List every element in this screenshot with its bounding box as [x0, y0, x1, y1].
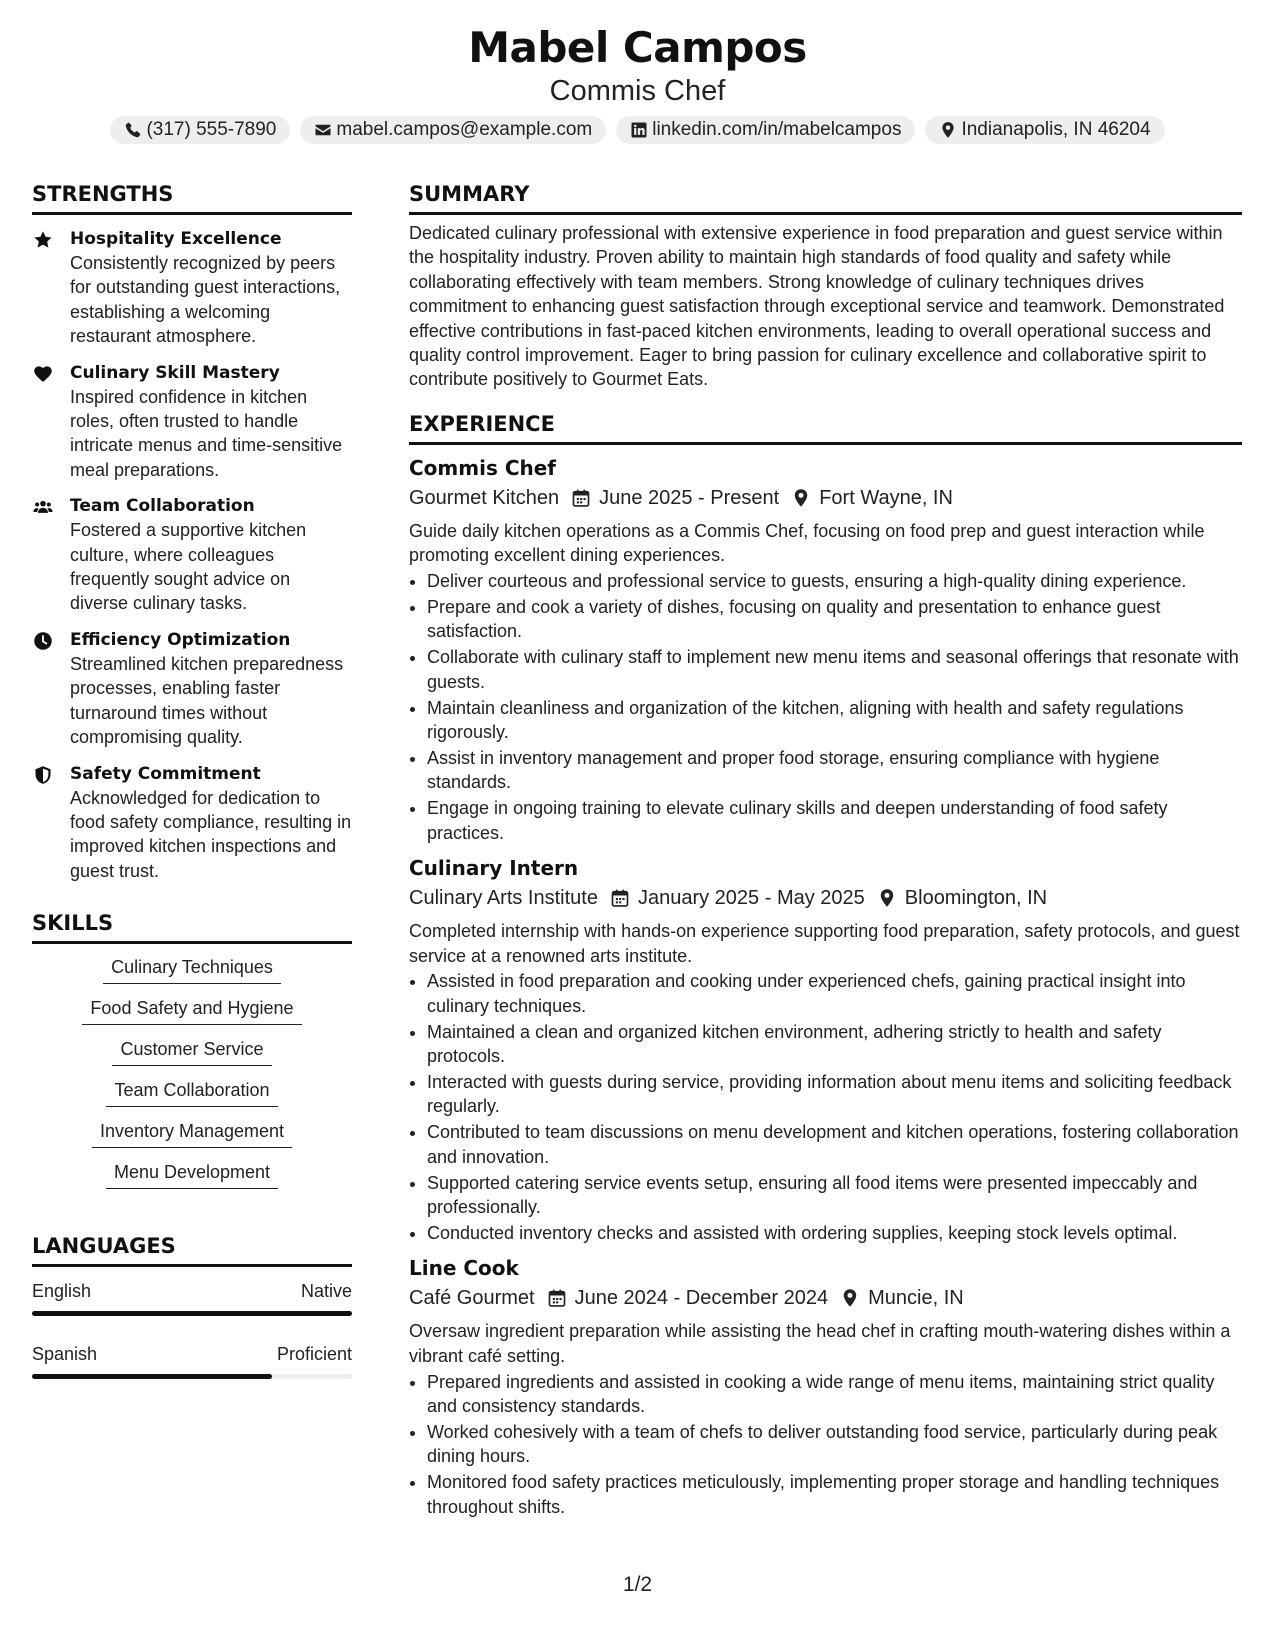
job-description: Oversaw ingredient preparation while assisting the head chef in crafting mouth-watering dishes within a vibrant café setting.: [409, 1321, 1231, 1366]
language-name: English: [32, 1281, 92, 1302]
language-proficiency-bar: [32, 1311, 352, 1316]
job-dates: June 2024 - December 2024: [574, 1287, 829, 1310]
job-dates: June 2025 - Present: [599, 486, 780, 509]
job-bullet: • Assist in inventory management and proper food storage, ensuring compliance with hygiene standards.: [427, 746, 1242, 795]
skill-tag: Food Safety and Hygiene: [82, 995, 301, 1025]
contact-linkedin[interactable]: [616, 116, 915, 144]
candidate-title: Commis Chef: [549, 75, 726, 107]
strength-item: [32, 494, 352, 616]
experience-list: [409, 453, 1242, 1519]
linkedin-icon: [630, 121, 648, 139]
job-company: Gourmet Kitchen: [409, 486, 560, 509]
resume-header: [0, 0, 1275, 144]
job-bullets: [409, 969, 1242, 1245]
job-location: Fort Wayne, IN: [819, 486, 953, 509]
shield-icon: [33, 765, 53, 785]
job-bullet: • Conducted inventory checks and assisted with ordering supplies, keeping stock levels optimal.: [427, 1221, 1242, 1245]
job-bullet: • Collaborate with culinary staff to implement new menu items and seasonal offerings that resonate with guests.: [427, 645, 1242, 694]
strength-desc: Fostered a supportive kitchen culture, where colleagues frequently sought advice on diverse culinary tasks.: [70, 520, 307, 614]
job-description: Completed internship with hands-on experience supporting food preparation, safety protocols, and guest service at a renowned arts institute.: [409, 921, 1240, 966]
envelope-icon: [314, 121, 332, 139]
map-pin-icon: [791, 488, 811, 508]
map-pin-icon: [939, 121, 957, 139]
skill-tag: Inventory Management: [92, 1118, 292, 1148]
job-entry: [409, 853, 1242, 1245]
strength-title: Hospitality Excellence: [70, 229, 282, 249]
job-bullet: • Worked cohesively with a team of chefs to deliver outstanding food service, particularly during peak dining hours.: [427, 1420, 1242, 1469]
language-proficiency-fill: [32, 1374, 272, 1379]
job-company: Café Gourmet: [409, 1287, 535, 1310]
language-proficiency-bar: [32, 1374, 352, 1379]
left-column: [32, 176, 352, 1379]
languages-heading: LANGUAGES: [32, 1228, 352, 1267]
job-title: Culinary Intern: [409, 856, 579, 881]
job-meta: [409, 483, 1242, 513]
skill-tag: Menu Development: [106, 1159, 278, 1189]
language-proficiency-fill: [32, 1311, 352, 1316]
job-bullet: • Maintain cleanliness and organization of the kitchen, aligning with health and safety regulations rigorously.: [427, 696, 1242, 745]
job-location: Muncie, IN: [868, 1287, 964, 1310]
contact-linkedin-text: linkedin.com/in/mabelcampos: [652, 119, 902, 140]
languages-list: [32, 1279, 352, 1379]
job-bullet: • Maintained a clean and organized kitchen environment, adhering strictly to health and safety protocols.: [427, 1020, 1242, 1069]
skill-tag: Customer Service: [112, 1036, 271, 1066]
strength-desc: Acknowledged for dedication to food safety compliance, resulting in improved kitchen inspections and guest trust.: [70, 787, 352, 881]
contact-phone[interactable]: [110, 116, 290, 144]
job-meta: [409, 883, 1242, 913]
calendar-icon: [610, 888, 630, 908]
job-title: Line Cook: [409, 1256, 519, 1281]
job-description: Guide daily kitchen operations as a Commis Chef, focusing on food prep and guest interaction while promoting excellent dining experiences.: [409, 520, 1205, 566]
strengths-heading: STRENGTHS: [32, 176, 352, 215]
language-item: [32, 1342, 352, 1379]
language-item: [32, 1279, 352, 1316]
job-dates: January 2025 - May 2025: [637, 887, 865, 910]
experience-heading: EXPERIENCE: [409, 406, 1242, 445]
skills-heading: SKILLS: [32, 905, 352, 944]
clock-icon: [33, 631, 53, 651]
contact-bar: [0, 116, 1275, 144]
skill-tag: Team Collaboration: [106, 1077, 277, 1107]
strength-title: Culinary Skill Mastery: [70, 362, 280, 383]
job-title: Commis Chef: [409, 455, 557, 480]
language-name: Spanish: [32, 1344, 98, 1365]
contact-phone-text: (317) 555-7890: [146, 119, 277, 140]
map-pin-icon: [840, 1288, 860, 1308]
candidate-name: Mabel Campos: [468, 23, 807, 72]
job-bullet: • Prepare and cook a variety of dishes, focusing on quality and presentation to enhance guest satisfaction.: [427, 595, 1242, 644]
job-bullet: • Monitored food safety practices meticulously, implementing proper storage and handling techniques throughout shifts.: [427, 1470, 1242, 1519]
users-icon: [33, 497, 53, 517]
strength-item: [32, 628, 352, 750]
contact-email-text: mabel.campos@example.com: [336, 119, 593, 140]
right-column: [409, 176, 1242, 1519]
star-icon: [33, 230, 53, 250]
summary-heading: SUMMARY: [409, 176, 1242, 215]
job-meta: [409, 1283, 1242, 1313]
strength-item: [32, 762, 352, 884]
language-level: Native: [300, 1281, 352, 1302]
job-bullet: • Interacted with guests during service, providing information about menu items and soliciting feedback regularly.: [427, 1070, 1242, 1119]
strength-title: Team Collaboration: [70, 496, 255, 517]
strength-item: [32, 361, 352, 483]
job-entry: [409, 1253, 1242, 1519]
calendar-icon: [547, 1288, 567, 1308]
job-bullet: • Contributed to team discussions on menu development and kitchen operations, fostering collaboration and innovation.: [427, 1120, 1242, 1169]
page-number: 1/2: [622, 1573, 653, 1596]
job-company: Culinary Arts Institute: [409, 887, 598, 910]
heart-icon: [33, 364, 53, 384]
job-bullet: • Supported catering service events setup, ensuring all food items were presented impeccably and professionally.: [427, 1171, 1242, 1220]
strength-desc: Streamlined kitchen preparedness processes, enabling faster turnaround times without compromising quality.: [70, 653, 344, 748]
language-level: Proficient: [276, 1344, 352, 1365]
skill-tag: Culinary Techniques: [103, 954, 281, 984]
strength-desc: Consistently recognized by peers for outstanding guest interactions, establishing a welcoming restaurant atmosphere.: [70, 253, 341, 347]
job-bullet: • Prepared ingredients and assisted in cooking a wide range of menu items, maintaining strict quality and consistency standards.: [427, 1370, 1242, 1419]
job-entry: [409, 453, 1242, 845]
job-bullet: • Deliver courteous and professional service to guests, ensuring a high-quality dining experience.: [427, 569, 1242, 593]
job-bullet: • Engage in ongoing training to elevate culinary skills and deepen understanding of food safety practices.: [427, 796, 1242, 845]
contact-location-text: Indianapolis, IN 46204: [961, 119, 1151, 140]
job-bullets: [409, 569, 1242, 845]
contact-email[interactable]: [300, 116, 606, 144]
calendar-icon: [571, 488, 591, 508]
strength-item: [32, 227, 352, 349]
job-bullets: [409, 1370, 1242, 1519]
strength-title: Safety Commitment: [70, 763, 261, 784]
contact-location: [925, 116, 1164, 144]
strength-title: Efficiency Optimization: [70, 629, 291, 650]
map-pin-icon: [877, 888, 897, 908]
job-bullet: • Assisted in food preparation and cooking under experienced chefs, gaining practical insight into culinary techniques.: [427, 969, 1242, 1018]
phone-icon: [124, 121, 142, 139]
strength-desc: Inspired confidence in kitchen roles, often trusted to handle intricate menus and time-sensitive meal preparations.: [70, 386, 343, 480]
summary-text: Dedicated culinary professional with extensive experience in food preparation and guest service within the hospitality industry. Proven ability to maintain high standards of food quality and safety while collaborating effectively with team members. Strong knowledge of culinary techniques drives commitment to enhancing guest satisfaction through exceptional service and teamwork. Demonstrated effective contributions in fast-paced kitchen environments, leading to overall operational success and quality control improvement. Eager to bring passion for culinary excellence and collaborative spirit to contribute positively to Gourmet Eats.: [409, 223, 1225, 390]
job-location: Bloomington, IN: [904, 887, 1048, 910]
skills-list: [32, 954, 352, 1200]
